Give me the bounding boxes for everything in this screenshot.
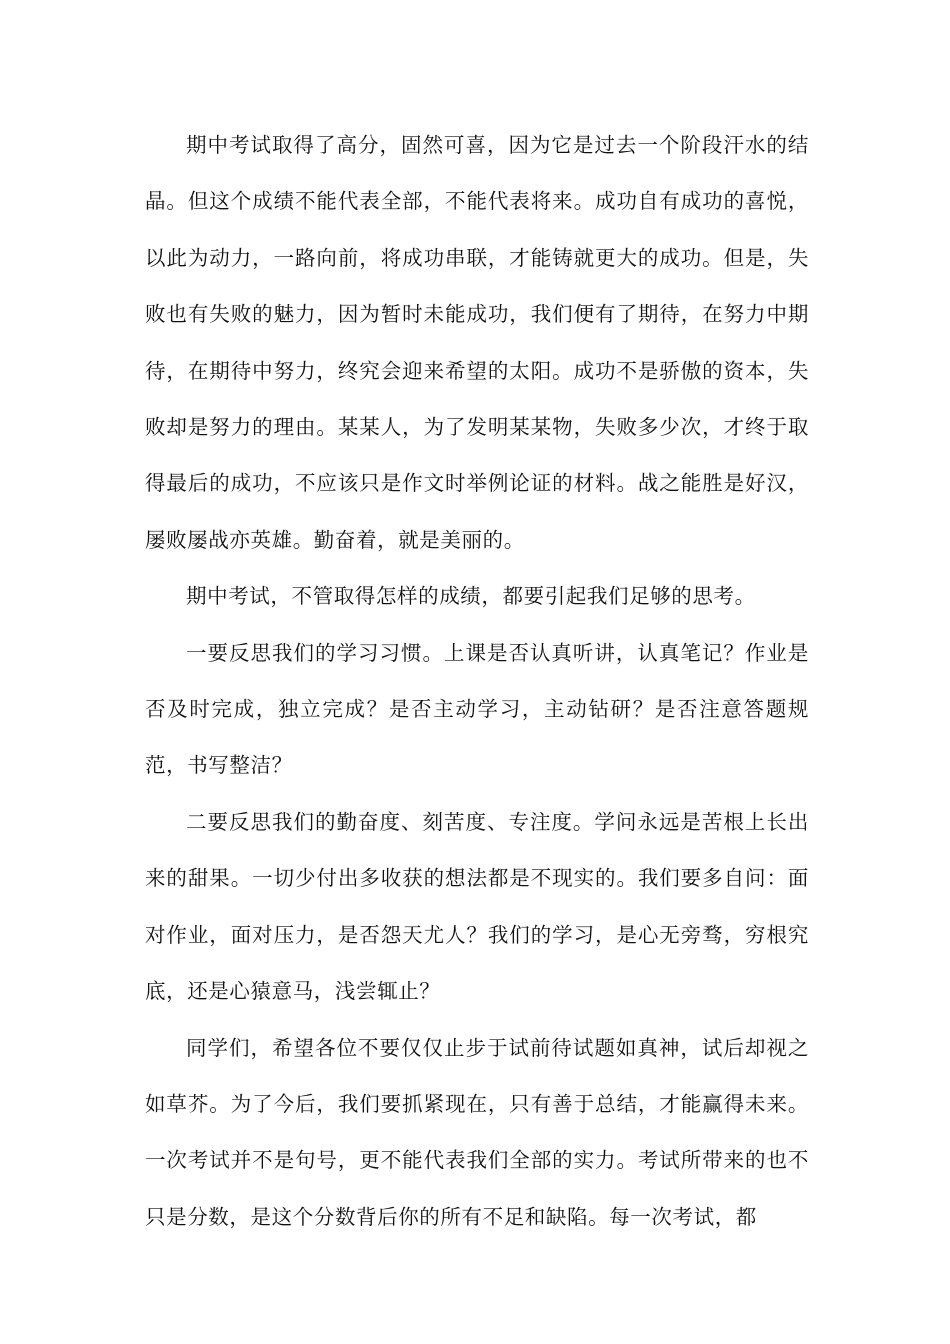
paragraph-2: 期中考试，不管取得怎样的成绩，都要引起我们足够的思考。	[186, 584, 756, 609]
document-body	[145, 117, 809, 1245]
paragraph-4: 二要反思我们的勤奋度、刻苦度、专注度。学问永远是苦根上长出来的甜果。一切少付出多收获的想法都是不现实的。我们要多自问：面对作业，面对压力，是否怨天尤人？我们的学习，是心无旁骛，穷根究底，还是心猿意马，浅尝辄止？	[145, 809, 809, 1004]
paragraph-1: 期中考试取得了高分，固然可喜，因为它是过去一个阶段汗水的结晶。但这个成绩不能代表全部，不能代表将来。成功自有成功的喜悦，以此为动力，一路向前，将成功串联，才能铸就更大的成功。但是，失败也有失败的魅力，因为暂时未能成功，我们便有了期待，在努力中期待，在期待中努力，终究会迎来希望的太阳。成功不是骄傲的资本，失败却是努力的理由。某某人，为了发明某某物，失败多少次，才终于取得最后的成功，不应该只是作文时举例论证的材料。战之能胜是好汉，屡败屡战亦英雄。勤奋着，就是美丽的。	[145, 133, 809, 552]
paragraph-5: 同学们，希望各位不要仅仅止步于试前待试题如真神，试后却视之如草芥。为了今后，我们要抓紧现在，只有善于总结，才能赢得未来。一次考试并不是句号，更不能代表我们全部的实力。考试所带来的也不只是分数，是这个分数背后你的所有不足和缺陷。每一次考试，都	[145, 1035, 809, 1229]
paragraph-3: 一要反思我们的学习习惯。上课是否认真听讲，认真笔记？作业是否及时完成，独立完成？是否主动学习，主动钻研？是否注意答题规范，书写整洁？	[145, 640, 809, 778]
